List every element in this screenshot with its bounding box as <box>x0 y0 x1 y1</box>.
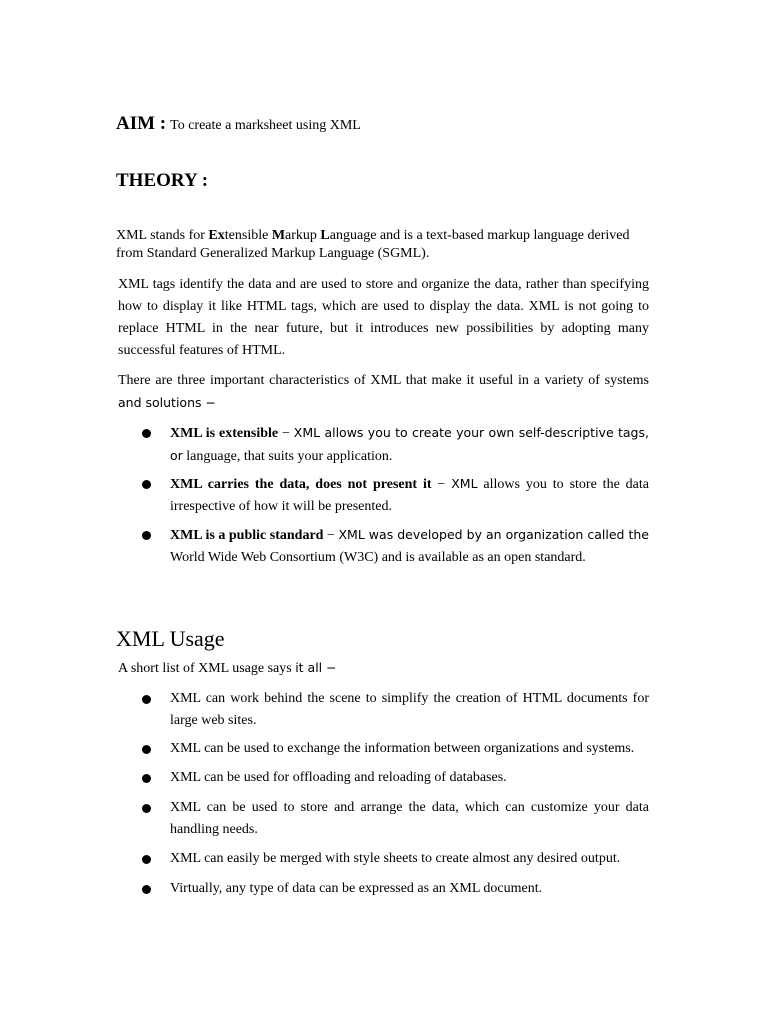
bullet-icon <box>142 774 151 783</box>
characteristic-sans: XML allows you to create your own self-descriptive tags, or <box>170 425 649 463</box>
usage-item-text: XML can easily be merged with style sheets to create almost any desired output. <box>170 851 621 866</box>
paragraph-text-sans: and solutions − <box>118 395 216 410</box>
bullet-icon <box>142 429 151 438</box>
intro-text: tensible <box>224 228 272 243</box>
theory-paragraph-2 <box>118 370 649 415</box>
usage-item-text: XML can work behind the scene to simplify the creation of HTML documents for large web sites. <box>170 691 649 728</box>
paragraph-text: There are three important characteristics of XML that make it useful in a variety of systems <box>118 373 649 388</box>
characteristic-serif: World Wide Web Consortium (W3C) and is available as an open standard. <box>170 550 586 565</box>
usage-item-text: Virtually, any type of data can be expressed as an XML document. <box>170 881 543 896</box>
usage-intro <box>118 657 337 680</box>
intro-bold: L <box>320 228 330 243</box>
usage-intro-text: A short list of XML usage says <box>118 661 296 676</box>
bullet-icon <box>142 804 151 813</box>
characteristic-text <box>170 524 649 569</box>
characteristic-title: XML carries the data, does not present it <box>170 477 432 492</box>
characteristic-sans: XML <box>451 476 478 491</box>
intro-text: XML stands for <box>116 228 209 243</box>
theory-heading: THEORY : <box>116 170 209 191</box>
bullet-icon <box>142 855 151 864</box>
aim-text: To create a marksheet using XML <box>170 118 361 133</box>
aim-label: AIM : <box>116 113 167 134</box>
characteristic-text <box>170 473 649 518</box>
usage-heading: XML Usage <box>116 626 225 651</box>
usage-item-text: XML can be used to store and arrange the data, which can customize your data handling needs. <box>170 800 649 837</box>
intro-text: arkup <box>285 228 321 243</box>
intro-text: anguage and is a text-based markup language derived from Standard Generalized Markup Language (SGML). <box>116 228 630 261</box>
theory-intro <box>116 227 656 263</box>
characteristic-title: XML is extensible <box>170 426 279 441</box>
bullet-icon <box>142 480 151 489</box>
characteristic-serif: allows you to store the data irrespective of how it will be presented. <box>170 477 650 514</box>
dash-text: − <box>278 426 294 441</box>
intro-bold: Ex <box>208 228 225 243</box>
usage-item-text: XML can be used for offloading and reloading of databases. <box>170 770 507 785</box>
aim-line <box>116 113 361 135</box>
bullet-icon <box>142 695 151 704</box>
dash-text: − <box>431 477 452 492</box>
bullet-icon <box>142 531 151 540</box>
bullet-icon <box>142 745 151 754</box>
usage-item-text: XML can be used to exchange the information between organizations and systems. <box>170 741 635 756</box>
bullet-icon <box>142 885 151 894</box>
intro-bold: M <box>271 228 286 243</box>
characteristic-sans: XML was developed by an organization called the <box>338 527 649 542</box>
usage-intro-sans: it all − <box>295 660 337 675</box>
characteristic-text <box>170 422 649 468</box>
theory-paragraph-1: XML tags identify the data and are used to store and organize the data, rather than specifying how to display it like HTML tags, which are used to display the data. XML is not going to replace HTML in the near future, but it introduces new possibilities by adopting many successful features of HTML. <box>118 277 649 358</box>
dash-text: − <box>323 528 339 543</box>
characteristic-serif: language, that suits your application. <box>182 449 393 464</box>
characteristic-title: XML is a public standard <box>170 528 324 543</box>
